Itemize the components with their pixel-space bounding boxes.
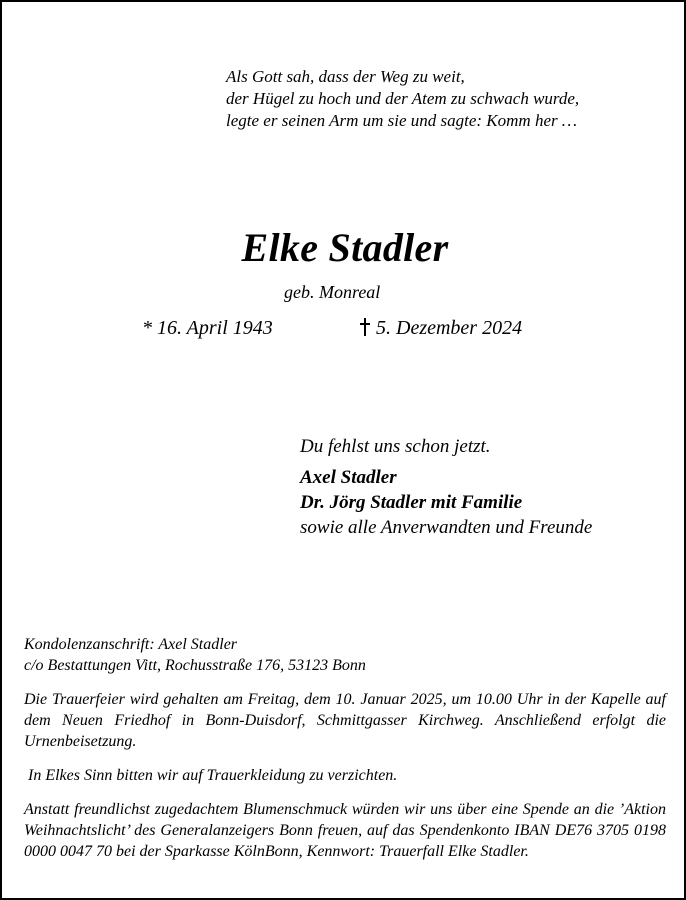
poem-line: der Hügel zu hoch und der Atem zu schwach wurde, (226, 89, 580, 108)
condolence-address (24, 634, 666, 676)
dress-code-text: In Elkes Sinn bitten wir auf Trauerkleidung zu verzichten. (28, 767, 398, 784)
death-date: 5. Dezember 2024 (376, 317, 523, 339)
mourners-block (300, 434, 592, 540)
mourners-others: sowie alle Anverwandten und Freunde (300, 517, 593, 538)
mourner-name: Dr. Jörg Stadler mit Familie (300, 492, 523, 513)
maiden-name: geb. Monreal (284, 282, 381, 302)
funeral-service-text: Die Trauerfeier wird gehalten am Freitag, dem 10. Januar 2025, um 10.00 Uhr in der Kapelle auf dem Neuen Friedhof in Bonn-Duisdorf, Schmittgasser Kirchweg. Anschließend erfolgt die Urnenbeisetzung. (24, 691, 666, 750)
cross-icon (360, 318, 370, 336)
death-date-line (360, 315, 522, 341)
mourner-name: Axel Stadler (300, 467, 397, 488)
poem (226, 66, 579, 132)
mourners-message: Du fehlst uns schon jetzt. (300, 436, 491, 457)
donation-text: Anstatt freundlichst zugedachtem Blumenschmuck würden wir uns über eine Spende an die ’Aktion Weihnachtslicht’ des Generalanzeigers Bonn freuen, auf das Spendenkonto IBAN DE76 3705 0198 0000 0047 70 bei der Sparkasse KölnBonn, Kennwort: Trauerfall Elke Stadler. (24, 801, 666, 860)
address-line: c/o Bestattungen Vitt, Rochusstraße 176, 53123 Bonn (24, 657, 366, 674)
deceased-name: Elke Stadler (241, 225, 449, 270)
birth-date: * 16. April 1943 (142, 317, 273, 339)
poem-line: Als Gott sah, dass der Weg zu weit, (226, 67, 465, 86)
address-line: Kondolenzanschrift: Axel Stadler (24, 636, 238, 653)
poem-line: legte er seinen Arm um sie und sagte: Komm her … (226, 111, 577, 130)
